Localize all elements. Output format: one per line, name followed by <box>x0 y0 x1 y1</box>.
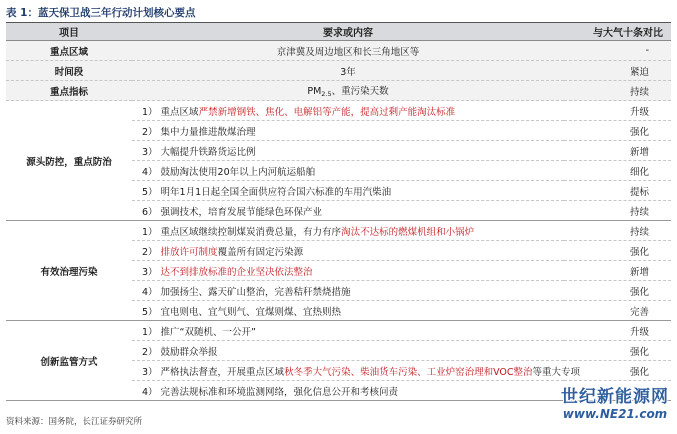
highlight-text: 秋冬季大气污染、柴油货车污染、工业炉窑治理和VOC整治 <box>284 366 533 378</box>
item-compare: 升级 <box>564 321 671 341</box>
item-content <box>132 201 564 221</box>
item-post: 等重大专项 <box>532 366 581 378</box>
item-content <box>132 341 564 361</box>
row-compare: 持续 <box>564 81 671 101</box>
row-content <box>132 81 564 101</box>
item-pre: 强调技术，培育发展节能绿色环保产业 <box>160 206 323 218</box>
item-content <box>132 301 564 321</box>
highlight-text: 排放许可制度 <box>160 246 218 258</box>
item-pre: 集中力量推进散煤治理 <box>160 126 256 138</box>
row-content: 3年 <box>132 61 564 81</box>
item-compare: 提标 <box>564 181 671 201</box>
item-compare: 升级 <box>564 101 671 121</box>
table-row-period <box>6 61 671 81</box>
item-compare: 细化 <box>564 161 671 181</box>
item-content <box>132 261 564 281</box>
item-compare: 强化 <box>564 281 671 301</box>
item-post: 覆盖所有固定污染源 <box>217 246 304 258</box>
item-compare: 强化 <box>564 241 671 261</box>
source-note: 资料来源：国务院，长江证券研究所 <box>6 417 143 427</box>
item-pre: 大幅提升铁路货运比例 <box>160 146 256 158</box>
section-label: 创新监管方式 <box>6 321 132 401</box>
item-compare: 新增 <box>564 261 671 281</box>
item-pre: 重点区域继续控制煤炭消费总量，有力有序 <box>160 226 342 238</box>
item-pre: 明年1月1日起全国全面供应符合国六标准的车用汽柴油 <box>160 186 392 198</box>
item-compare: 持续 <box>564 201 671 221</box>
item-num: 2） <box>142 346 158 358</box>
item-content <box>132 281 564 301</box>
item-content <box>132 361 581 381</box>
item-pre: 重点区域 <box>160 106 199 118</box>
row-compare: - <box>564 41 671 61</box>
item-num: 3） <box>142 146 158 158</box>
row-label: 时间段 <box>6 61 132 81</box>
item-content <box>132 161 564 181</box>
header-compare: 与大气十条对比 <box>564 23 671 41</box>
item-pre: 推广“双随机、一公开” <box>160 326 256 338</box>
section-label: 有效治理污染 <box>6 221 132 321</box>
item-compare: 强化 <box>564 121 671 141</box>
header-content: 要求或内容 <box>132 23 564 41</box>
item-num: 4） <box>142 286 158 298</box>
item-num: 2） <box>142 246 158 258</box>
item-pre: 严格执法督查，开展重点区域 <box>160 366 285 378</box>
item-num: 3） <box>142 266 158 278</box>
table-row <box>6 221 671 241</box>
item-num: 6） <box>142 206 158 218</box>
highlight-text: 达不到排放标准的企业坚决依法整治 <box>160 266 313 278</box>
row-content: 京津冀及周边地区和长三角地区等 <box>132 41 564 61</box>
item-pre: 完善法规标准和环境监测网络，强化信息公开和考核问责 <box>160 386 399 398</box>
item-compare: 强化 <box>564 361 671 381</box>
watermark-url: www.NE21.com <box>562 407 668 421</box>
table-header-row <box>6 23 671 41</box>
item-num: 5） <box>142 306 158 318</box>
row-compare: 紧迫 <box>564 61 671 81</box>
item-content <box>132 241 564 261</box>
item-content <box>132 121 564 141</box>
item-compare <box>564 381 671 401</box>
item-num: 2） <box>142 126 158 138</box>
item-compare: 新增 <box>564 141 671 161</box>
highlight-text: 淘汰不达标的燃煤机组和小锅炉 <box>341 226 475 238</box>
item-content <box>132 141 564 161</box>
item-num: 1） <box>142 106 158 118</box>
item-content <box>132 381 564 401</box>
item-content <box>132 181 564 201</box>
header-item: 项目 <box>6 23 132 41</box>
section-label: 源头防控，重点防治 <box>6 101 132 221</box>
table-row <box>6 101 671 121</box>
item-content <box>132 321 564 341</box>
watermark-text: 世纪新能源网 <box>561 387 669 407</box>
item-num: 4） <box>142 386 158 398</box>
pm-text: PM <box>307 86 322 97</box>
row-label: 重点区域 <box>6 41 132 61</box>
table-row-region <box>6 41 671 61</box>
item-compare: 持续 <box>564 221 671 241</box>
pm-subscript: 2.5 <box>321 90 332 98</box>
item-num: 1） <box>142 226 158 238</box>
item-num: 1） <box>142 326 158 338</box>
core-points-table <box>6 22 671 401</box>
highlight-text: 严禁新增钢铁、焦化、电解铝等产能，提高过剩产能淘汰标准 <box>198 106 456 118</box>
item-pre: 宜电则电、宜气则气、宜煤则煤、宜热则热 <box>160 306 342 318</box>
item-num: 4） <box>142 166 158 178</box>
item-content <box>132 221 564 241</box>
item-compare: 完善 <box>564 301 671 321</box>
item-num: 3） <box>142 366 158 378</box>
row-label: 重点指标 <box>6 81 132 101</box>
item-content <box>132 101 564 121</box>
item-pre: 鼓励淘汰使用20年以上内河航运船舶 <box>160 166 316 178</box>
table-row-indicator <box>6 81 671 101</box>
item-compare: 强化 <box>564 341 671 361</box>
item-pre: 鼓励群众举报 <box>160 346 218 358</box>
item-pre: 加强扬尘、露天矿山整治，完善秸秆禁烧措施 <box>160 286 351 298</box>
table-title: 表 1：蓝天保卫战三年行动计划核心要点 <box>6 7 196 19</box>
table-row <box>6 321 671 341</box>
indicator-rest: 、重污染天数 <box>331 86 389 97</box>
item-num: 5） <box>142 186 158 198</box>
